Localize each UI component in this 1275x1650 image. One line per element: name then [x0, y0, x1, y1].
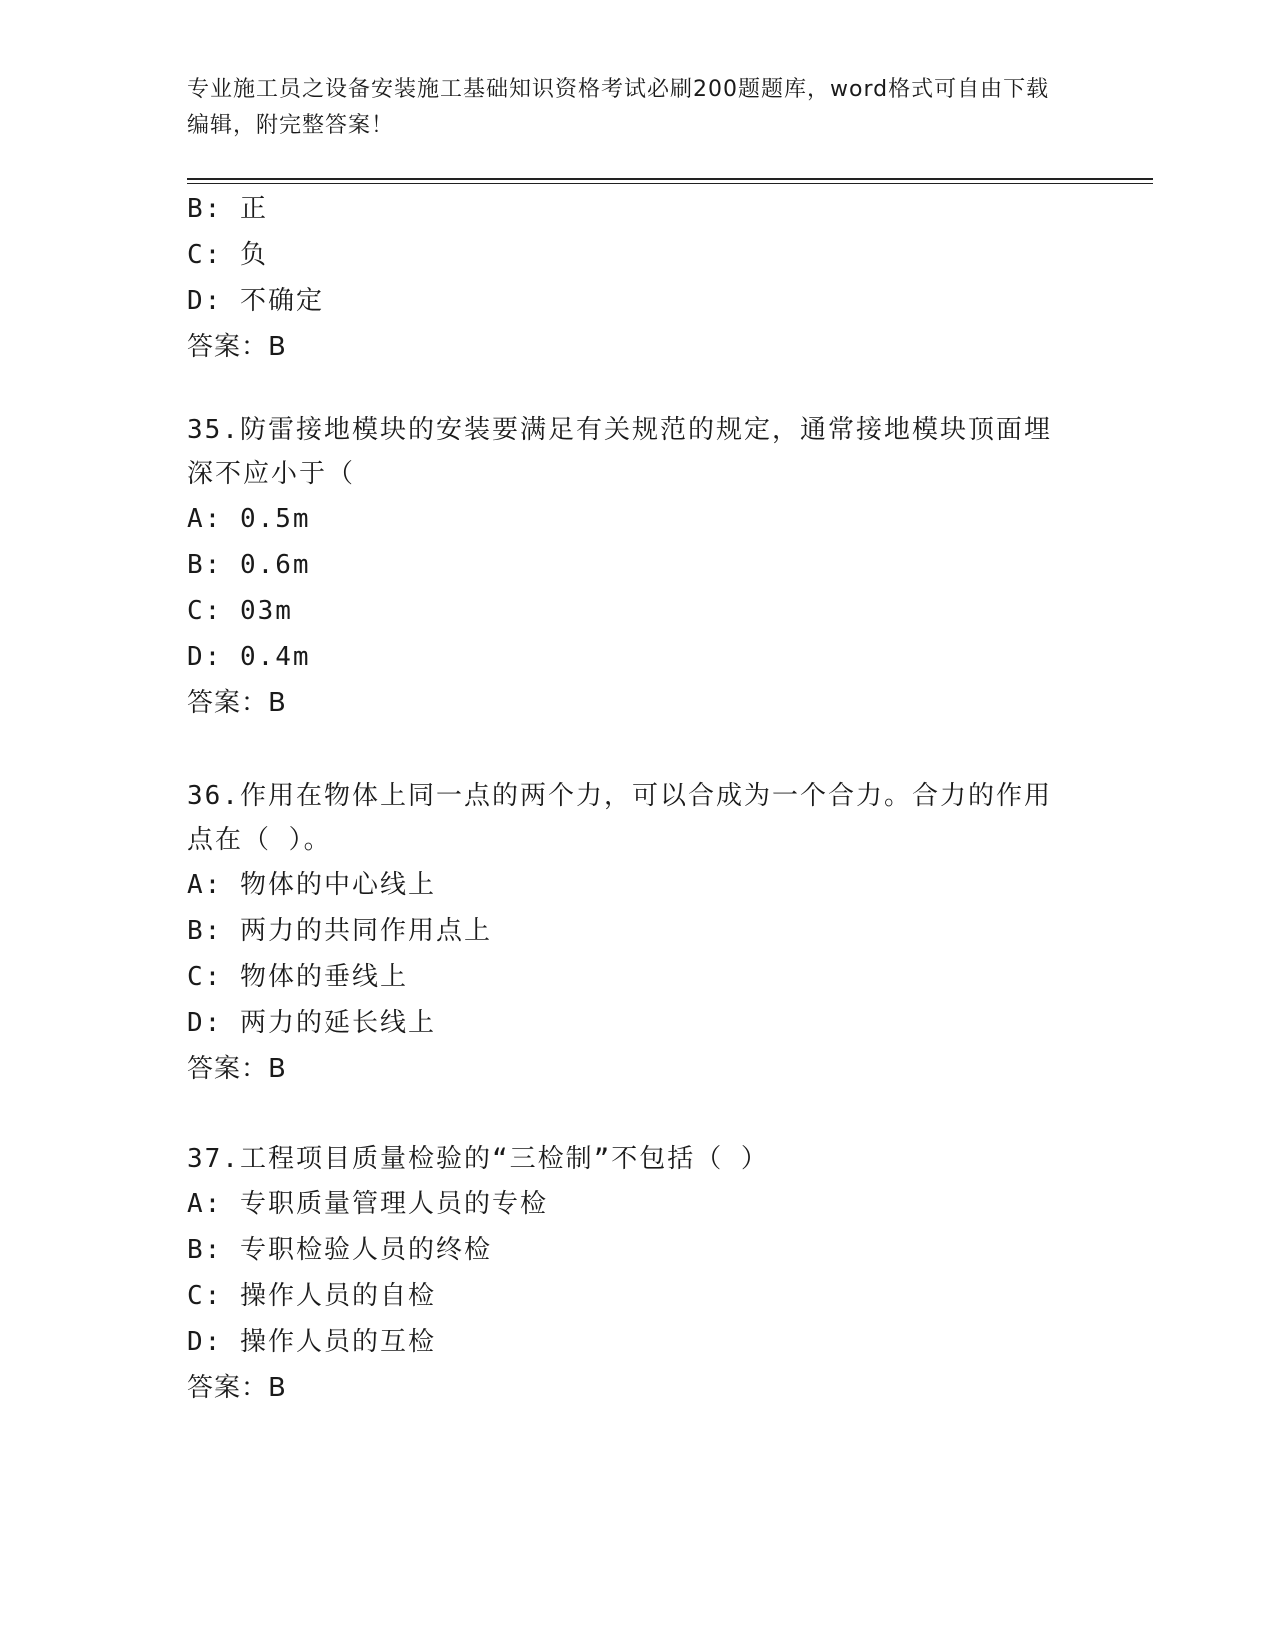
question-35: [187, 408, 1087, 726]
option-c: C: 物体的垂线上: [187, 962, 408, 992]
option-d: D: 不确定: [187, 286, 324, 316]
option-c: C: 操作人员的自检: [187, 1281, 436, 1311]
answer-line: 答案：B: [187, 1373, 287, 1403]
option-b: B: 正: [187, 194, 268, 224]
option-d: D: 两力的延长线上: [187, 1008, 436, 1038]
question-stem-line-1: 35.防雷接地模块的安装要满足有关规范的规定，通常接地模块顶面埋: [187, 415, 1052, 445]
option-a: A: 专职质量管理人员的专检: [187, 1189, 548, 1219]
question-34-continued: [187, 186, 1087, 370]
option-c: C: 负: [187, 240, 268, 270]
option-c: C: 03m: [187, 596, 293, 626]
question-stem-line-1: 37.工程项目质量检验的“三检制”不包括（ ）: [187, 1144, 769, 1174]
option-b: B: 两力的共同作用点上: [187, 916, 492, 946]
header-divider-thin: [187, 183, 1153, 184]
option-a: A: 0.5m: [187, 504, 311, 534]
question-stem-line-2: 点在（ ）。: [187, 825, 332, 855]
option-b: B: 0.6m: [187, 550, 311, 580]
option-d: D: 操作人员的互检: [187, 1327, 436, 1357]
option-b: B: 专职检验人员的终检: [187, 1235, 492, 1265]
answer-line: 答案：B: [187, 688, 287, 718]
option-a: A: 物体的中心线上: [187, 870, 436, 900]
question-37: [187, 1137, 1087, 1411]
question-stem-line-2: 深不应小于（: [187, 459, 356, 489]
answer-line: 答案：B: [187, 332, 287, 362]
header-divider-thick: [187, 178, 1153, 180]
question-stem-line-1: 36.作用在物体上同一点的两个力，可以合成为一个合力。合力的作用: [187, 781, 1052, 811]
answer-line: 答案：B: [187, 1054, 287, 1084]
question-36: [187, 774, 1087, 1092]
option-d: D: 0.4m: [187, 642, 311, 672]
document-header-title: 专业施工员之设备安装施工基础知识资格考试必刷200题题库，word格式可自由下载编辑，附完整答案！: [187, 77, 1050, 138]
